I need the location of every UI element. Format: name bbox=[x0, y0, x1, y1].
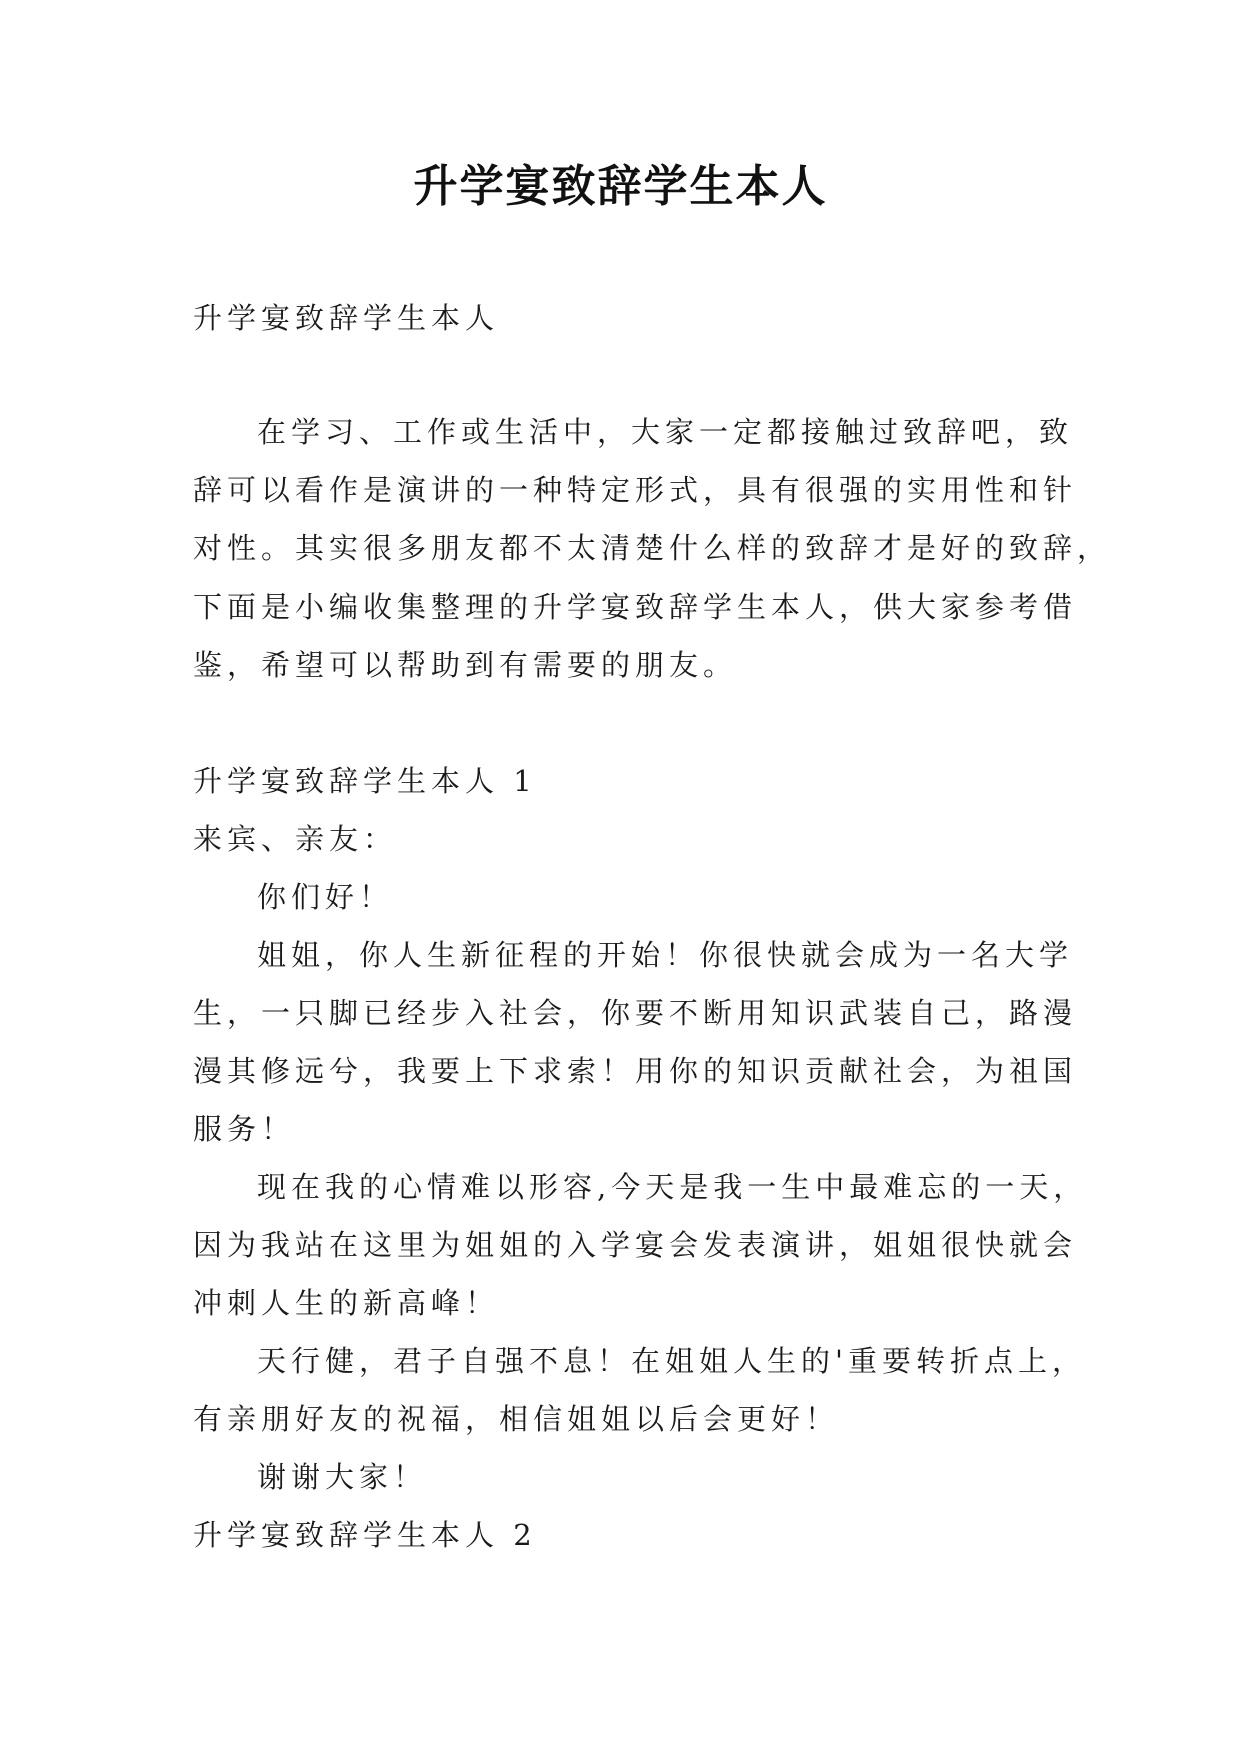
intro-line: 鉴，希望可以帮助到有需要的朋友。 bbox=[193, 648, 738, 682]
paragraph-line: 服务！ bbox=[193, 1112, 296, 1146]
closing-line: 谢谢大家！ bbox=[257, 1460, 428, 1494]
document-title: 升学宴致辞学生本人 bbox=[413, 161, 828, 212]
paragraph-line: 有亲朋好友的祝福，相信姐姐以后会更好！ bbox=[193, 1402, 840, 1436]
intro-line: 辞可以看作是演讲的一种特定形式，具有很强的实用性和针 bbox=[193, 473, 1078, 507]
paragraph-line: 因为我站在这里为姐姐的入学宴会发表演讲，姐姐很快就会 bbox=[193, 1228, 1078, 1262]
section-heading: 升学宴致辞学生本人 1 bbox=[193, 764, 537, 798]
intro-line: 在学习、工作或生活中，大家一定都接触过致辞吧，致 bbox=[257, 415, 1074, 449]
salutation: 来宾、亲友： bbox=[193, 822, 398, 856]
section-heading: 升学宴致辞学生本人 2 bbox=[193, 1518, 537, 1552]
paragraph-line: 生，一只脚已经步入社会，你要不断用知识武装自己，路漫 bbox=[193, 996, 1078, 1030]
intro-line: 对性。其实很多朋友都不太清楚什么样的致辞才是好的致辞， bbox=[193, 531, 1112, 565]
paragraph-line: 姐姐，你人生新征程的开始！你很快就会成为一名大学 bbox=[257, 938, 1074, 972]
greeting: 你们好！ bbox=[257, 880, 394, 914]
intro-line: 下面是小编收集整理的升学宴致辞学生本人，供大家参考借 bbox=[193, 590, 1078, 624]
paragraph-line: 漫其修远兮，我要上下求索！用你的知识贡献社会，为祖国 bbox=[193, 1054, 1078, 1088]
document-subtitle: 升学宴致辞学生本人 bbox=[193, 301, 500, 335]
paragraph-line: 天行健，君子自强不息！在姐姐人生的'重要转折点上， bbox=[257, 1344, 1086, 1378]
paragraph-line: 冲刺人生的新高峰！ bbox=[193, 1286, 500, 1320]
paragraph-line: 现在我的心情难以形容,今天是我一生中最难忘的一天， bbox=[257, 1170, 1088, 1204]
